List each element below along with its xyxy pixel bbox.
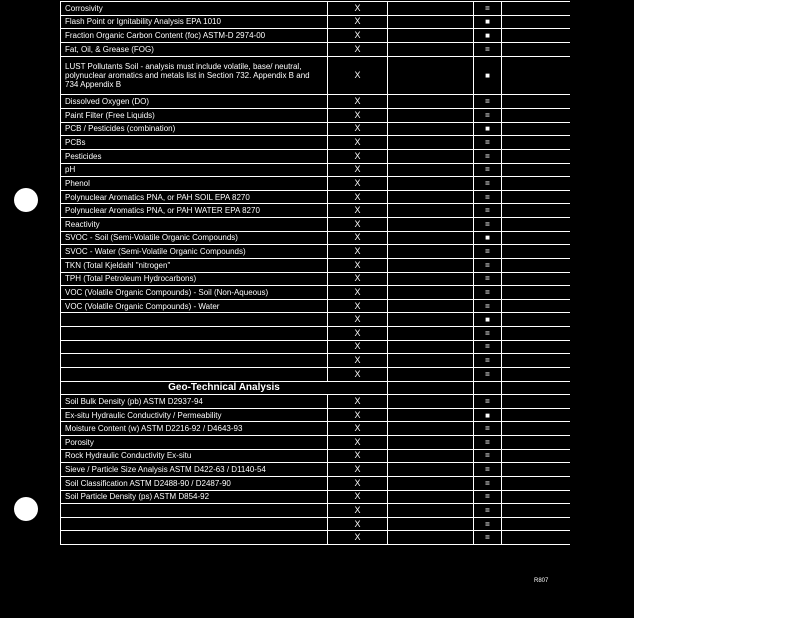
empty-cell xyxy=(501,191,570,204)
x-mark: X xyxy=(327,327,387,340)
analysis-name: Fraction Organic Carbon Content (foc) ASTM-D 2974-00 xyxy=(60,29,327,42)
checkbox-mark: = xyxy=(473,341,501,354)
empty-cell xyxy=(387,245,473,258)
analysis-row xyxy=(60,503,570,517)
checkbox-mark: = xyxy=(473,368,501,381)
x-mark: X xyxy=(327,504,387,517)
empty-cell xyxy=(387,95,473,108)
x-mark: X xyxy=(327,273,387,286)
x-mark: X xyxy=(327,477,387,490)
empty-cell xyxy=(387,232,473,245)
checkbox-mark: = xyxy=(473,204,501,217)
x-mark: X xyxy=(327,422,387,435)
analysis-row xyxy=(60,490,570,504)
empty-cell xyxy=(387,218,473,231)
analysis-name: pH xyxy=(60,164,327,177)
checkbox-mark: = xyxy=(473,491,501,504)
empty-cell xyxy=(501,382,570,395)
empty-cell xyxy=(387,300,473,313)
empty-cell xyxy=(387,109,473,122)
analysis-row xyxy=(60,94,570,108)
checkbox-mark: ■ xyxy=(473,57,501,95)
checkbox-mark: = xyxy=(473,300,501,313)
x-mark: X xyxy=(327,2,387,15)
empty-cell xyxy=(387,123,473,136)
analysis-row xyxy=(60,530,570,545)
checkbox-mark: = xyxy=(473,531,501,544)
empty-cell xyxy=(387,504,473,517)
empty-cell xyxy=(387,191,473,204)
empty-cell xyxy=(501,491,570,504)
checkbox-mark: = xyxy=(473,504,501,517)
x-mark: X xyxy=(327,245,387,258)
analysis-row xyxy=(60,421,570,435)
analysis-name: Porosity xyxy=(60,436,327,449)
analysis-name xyxy=(60,354,327,367)
analysis-name: LUST Pollutants Soil - analysis must include volatile, base/ neutral, polynuclear aromatics and metals list in Section 732. Appendix B and 734 Appendix B xyxy=(60,57,327,95)
empty-cell xyxy=(501,29,570,42)
empty-cell xyxy=(501,422,570,435)
analysis-name: Rock Hydraulic Conductivity Ex-situ xyxy=(60,450,327,463)
analysis-name: TKN (Total Kjeldahl "nitrogen" xyxy=(60,259,327,272)
empty-cell xyxy=(501,123,570,136)
empty-cell xyxy=(501,2,570,15)
analysis-row xyxy=(60,135,570,149)
analysis-name xyxy=(60,341,327,354)
empty-cell xyxy=(387,29,473,42)
empty-cell xyxy=(501,450,570,463)
empty-cell xyxy=(501,259,570,272)
empty-cell xyxy=(387,43,473,56)
analysis-row xyxy=(60,517,570,531)
x-mark: X xyxy=(327,531,387,544)
punch-hole-bottom xyxy=(14,497,38,521)
x-mark: X xyxy=(327,518,387,531)
empty-cell xyxy=(387,136,473,149)
analysis-row xyxy=(60,449,570,463)
empty-cell xyxy=(501,43,570,56)
x-mark: X xyxy=(327,286,387,299)
analysis-name: SVOC - Water (Semi-Volatile Organic Compounds) xyxy=(60,245,327,258)
empty-cell xyxy=(387,327,473,340)
checkbox-mark: = xyxy=(473,218,501,231)
analysis-name: Reactivity xyxy=(60,218,327,231)
analysis-name: Pesticides xyxy=(60,150,327,163)
analysis-name: Flash Point or Ignitability Analysis EPA 1010 xyxy=(60,16,327,29)
analysis-name: PCBs xyxy=(60,136,327,149)
empty-cell xyxy=(387,16,473,29)
empty-cell xyxy=(387,354,473,367)
empty-cell xyxy=(387,368,473,381)
analysis-row xyxy=(60,272,570,286)
empty-cell xyxy=(501,518,570,531)
x-mark: X xyxy=(327,218,387,231)
analysis-name xyxy=(60,518,327,531)
analysis-name: VOC (Volatile Organic Compounds) - Soil (Non-Aqueous) xyxy=(60,286,327,299)
analysis-row xyxy=(60,203,570,217)
empty-cell xyxy=(387,204,473,217)
empty-cell xyxy=(501,204,570,217)
empty-cell xyxy=(387,259,473,272)
analysis-name: Soil Bulk Density (pb) ASTM D2937-94 xyxy=(60,395,327,408)
x-mark: X xyxy=(327,57,387,95)
x-mark: X xyxy=(327,177,387,190)
analysis-row xyxy=(60,244,570,258)
analysis-row xyxy=(60,122,570,136)
empty-cell xyxy=(501,232,570,245)
empty-cell xyxy=(387,531,473,544)
empty-cell xyxy=(387,341,473,354)
checkbox-mark: = xyxy=(473,2,501,15)
analysis-row xyxy=(60,231,570,245)
analysis-name xyxy=(60,504,327,517)
checkbox-mark: = xyxy=(473,109,501,122)
analysis-name xyxy=(60,368,327,381)
x-mark: X xyxy=(327,123,387,136)
empty-cell xyxy=(387,286,473,299)
empty-cell xyxy=(501,327,570,340)
analysis-name: Fat, Oil, & Grease (FOG) xyxy=(60,43,327,56)
empty-cell xyxy=(387,164,473,177)
empty-cell xyxy=(501,354,570,367)
checkbox-mark: = xyxy=(473,463,501,476)
analysis-row xyxy=(60,15,570,29)
analysis-name xyxy=(60,313,327,326)
empty-cell xyxy=(501,436,570,449)
checkbox-mark: = xyxy=(473,286,501,299)
empty-cell xyxy=(501,177,570,190)
checkbox-mark: ■ xyxy=(473,409,501,422)
analysis-row xyxy=(60,285,570,299)
analysis-row xyxy=(60,149,570,163)
empty-cell xyxy=(501,57,570,95)
x-mark: X xyxy=(327,368,387,381)
x-mark: X xyxy=(327,463,387,476)
analysis-row xyxy=(60,394,570,408)
analysis-name: Moisture Content (w) ASTM D2216-92 / D4643-93 xyxy=(60,422,327,435)
checkbox-mark: = xyxy=(473,245,501,258)
analysis-row xyxy=(60,108,570,122)
analysis-row xyxy=(60,217,570,231)
analysis-name: Polynuclear Aromatics PNA, or PAH SOIL EPA 8270 xyxy=(60,191,327,204)
analysis-name: PCB / Pesticides (combination) xyxy=(60,123,327,136)
checkbox-mark: = xyxy=(473,477,501,490)
empty-cell xyxy=(387,518,473,531)
x-mark: X xyxy=(327,191,387,204)
checkbox-mark: = xyxy=(473,164,501,177)
checkbox-mark: ■ xyxy=(473,123,501,136)
empty-cell xyxy=(387,477,473,490)
analysis-name: Dissolved Oxygen (DO) xyxy=(60,95,327,108)
checkbox-mark: = xyxy=(473,95,501,108)
analysis-name: Polynuclear Aromatics PNA, or PAH WATER EPA 8270 xyxy=(60,204,327,217)
empty-cell xyxy=(501,286,570,299)
empty-cell xyxy=(387,273,473,286)
x-mark: X xyxy=(327,354,387,367)
x-mark: X xyxy=(327,16,387,29)
analysis-row xyxy=(60,326,570,340)
x-mark: X xyxy=(327,259,387,272)
empty-cell xyxy=(387,57,473,95)
analysis-name: Paint Filter (Free Liquids) xyxy=(60,109,327,122)
x-mark: X xyxy=(327,450,387,463)
x-mark: X xyxy=(327,341,387,354)
empty-cell xyxy=(387,450,473,463)
empty-cell xyxy=(387,422,473,435)
checkbox-mark: = xyxy=(473,43,501,56)
empty-cell xyxy=(387,177,473,190)
empty-cell xyxy=(501,95,570,108)
empty-cell xyxy=(501,531,570,544)
x-mark: X xyxy=(327,300,387,313)
empty-cell xyxy=(387,313,473,326)
empty-cell xyxy=(501,409,570,422)
analysis-row xyxy=(60,462,570,476)
checkbox-mark: = xyxy=(473,422,501,435)
empty-cell xyxy=(501,504,570,517)
checkbox-mark: ■ xyxy=(473,232,501,245)
analysis-row xyxy=(60,258,570,272)
checkbox-mark: = xyxy=(473,327,501,340)
section-heading: Geo-Technical Analysis xyxy=(60,382,387,395)
analysis-name: Phenol xyxy=(60,177,327,190)
checkbox-mark: = xyxy=(473,273,501,286)
empty-cell xyxy=(387,2,473,15)
checkbox-mark: ■ xyxy=(473,29,501,42)
checkbox-mark: = xyxy=(473,191,501,204)
empty-cell xyxy=(501,109,570,122)
checkbox-mark: ■ xyxy=(473,313,501,326)
analysis-name: Sieve / Particle Size Analysis ASTM D422-63 / D1140-54 xyxy=(60,463,327,476)
page-code: R807 xyxy=(534,578,549,584)
analysis-row xyxy=(60,299,570,313)
x-mark: X xyxy=(327,150,387,163)
empty-cell xyxy=(473,382,501,395)
x-mark: X xyxy=(327,232,387,245)
analysis-name: Soil Classification ASTM D2488-90 / D2487-90 xyxy=(60,477,327,490)
empty-cell xyxy=(501,150,570,163)
x-mark: X xyxy=(327,204,387,217)
empty-cell xyxy=(501,300,570,313)
analysis-name: SVOC - Soil (Semi-Volatile Organic Compounds) xyxy=(60,232,327,245)
empty-cell xyxy=(387,382,473,395)
x-mark: X xyxy=(327,436,387,449)
analysis-name xyxy=(60,327,327,340)
empty-cell xyxy=(387,463,473,476)
empty-cell xyxy=(387,150,473,163)
empty-cell xyxy=(501,273,570,286)
x-mark: X xyxy=(327,409,387,422)
empty-cell xyxy=(387,395,473,408)
analysis-row xyxy=(60,312,570,326)
checkbox-mark: = xyxy=(473,136,501,149)
analysis-row xyxy=(60,340,570,354)
analysis-name: VOC (Volatile Organic Compounds) - Water xyxy=(60,300,327,313)
analysis-row xyxy=(60,353,570,367)
x-mark: X xyxy=(327,395,387,408)
analysis-row xyxy=(60,408,570,422)
analysis-row xyxy=(60,56,570,95)
checkbox-mark: = xyxy=(473,177,501,190)
analysis-name: Soil Particle Density (ps) ASTM D854-92 xyxy=(60,491,327,504)
empty-cell xyxy=(501,313,570,326)
checkbox-mark: ■ xyxy=(473,16,501,29)
empty-cell xyxy=(387,436,473,449)
analysis-name: Corrosivity xyxy=(60,2,327,15)
analysis-row xyxy=(60,476,570,490)
punch-hole-top xyxy=(14,188,38,212)
checkbox-mark: = xyxy=(473,450,501,463)
empty-cell xyxy=(501,463,570,476)
analysis-row xyxy=(60,435,570,449)
empty-cell xyxy=(501,136,570,149)
analysis-name: Ex-situ Hydraulic Conductivity / Permeability xyxy=(60,409,327,422)
x-mark: X xyxy=(327,109,387,122)
x-mark: X xyxy=(327,313,387,326)
checkbox-mark: = xyxy=(473,436,501,449)
empty-cell xyxy=(501,218,570,231)
checkbox-mark: = xyxy=(473,518,501,531)
empty-cell xyxy=(501,245,570,258)
analysis-table xyxy=(60,1,570,545)
analysis-row xyxy=(60,176,570,190)
empty-cell xyxy=(501,477,570,490)
empty-cell xyxy=(501,395,570,408)
analysis-row xyxy=(60,28,570,42)
checkbox-mark: = xyxy=(473,150,501,163)
analysis-name: TPH (Total Petroleum Hydrocarbons) xyxy=(60,273,327,286)
empty-cell xyxy=(501,368,570,381)
analysis-row xyxy=(60,190,570,204)
analysis-row xyxy=(60,42,570,56)
checkbox-mark: = xyxy=(473,395,501,408)
section-heading-row xyxy=(60,381,570,395)
checkbox-mark: = xyxy=(473,259,501,272)
empty-cell xyxy=(501,16,570,29)
x-mark: X xyxy=(327,491,387,504)
analysis-name xyxy=(60,531,327,544)
checkbox-mark: = xyxy=(473,354,501,367)
empty-cell xyxy=(387,409,473,422)
x-mark: X xyxy=(327,136,387,149)
analysis-row xyxy=(60,1,570,15)
empty-cell xyxy=(501,164,570,177)
x-mark: X xyxy=(327,29,387,42)
empty-cell xyxy=(501,341,570,354)
x-mark: X xyxy=(327,164,387,177)
analysis-row xyxy=(60,367,570,381)
empty-cell xyxy=(387,491,473,504)
x-mark: X xyxy=(327,43,387,56)
analysis-row xyxy=(60,163,570,177)
x-mark: X xyxy=(327,95,387,108)
